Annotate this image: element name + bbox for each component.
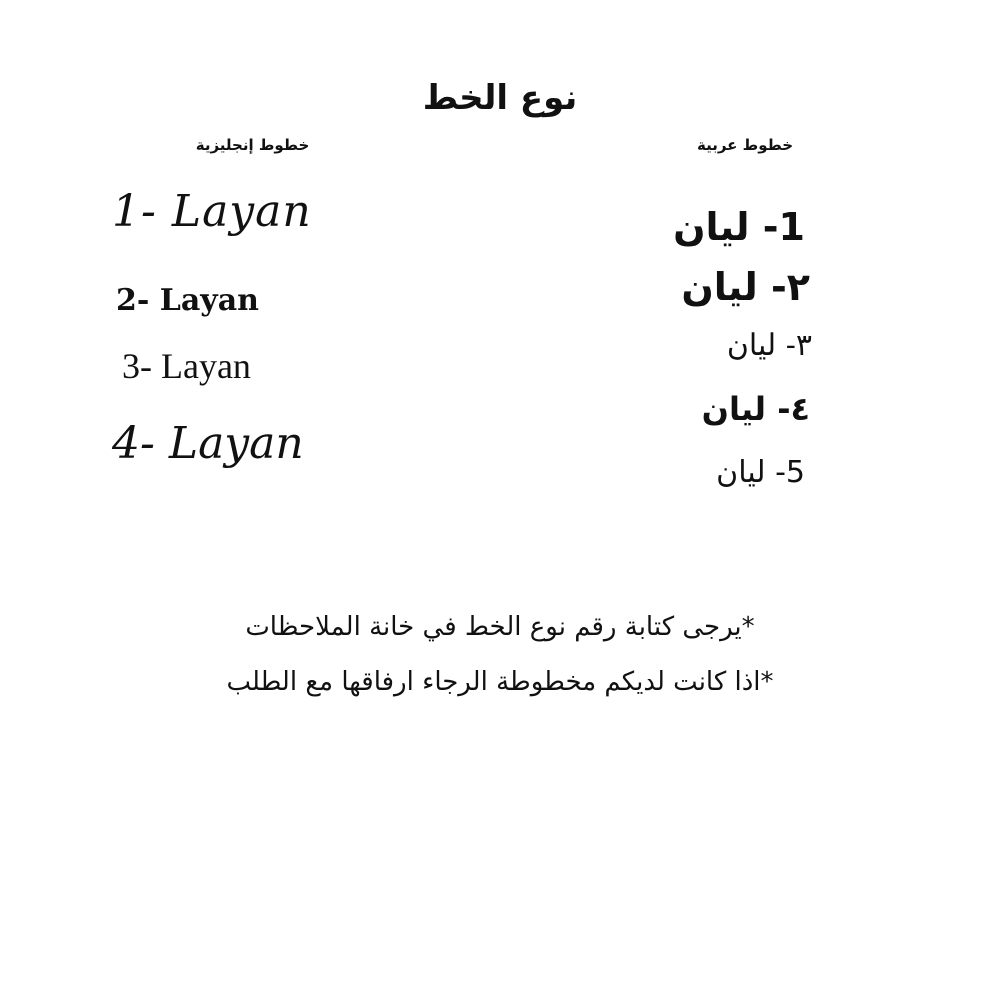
english-font-sample-1: 1- Layan (112, 186, 312, 237)
english-font-sample-4: 4- Layan (112, 418, 304, 469)
arabic-font-sample-5: 5- ليان (716, 455, 805, 490)
arabic-font-sample-2: ٢- ليان (681, 265, 810, 309)
english-font-sample-2: 2- Layan (116, 283, 259, 318)
arabic-font-sample-3: ٣- ليان (726, 328, 812, 363)
english-font-sample-3: 3- Layan (122, 346, 251, 386)
arabic-font-sample-1: 1- ليان (673, 205, 805, 249)
page-title: نوع الخط (422, 78, 578, 118)
arabic-fonts-heading: خطوط عربية (696, 136, 794, 154)
note-font-number: *يرجى كتابة رقم نوع الخط في خانة الملاحظات (245, 612, 755, 642)
english-fonts-heading: خطوط إنجليزية (195, 136, 310, 154)
arabic-font-sample-4: ٤- ليان (701, 390, 810, 428)
note-attach-handwriting: *اذا كانت لديكم مخطوطة الرجاء ارفاقها مع الطلب (226, 667, 774, 697)
